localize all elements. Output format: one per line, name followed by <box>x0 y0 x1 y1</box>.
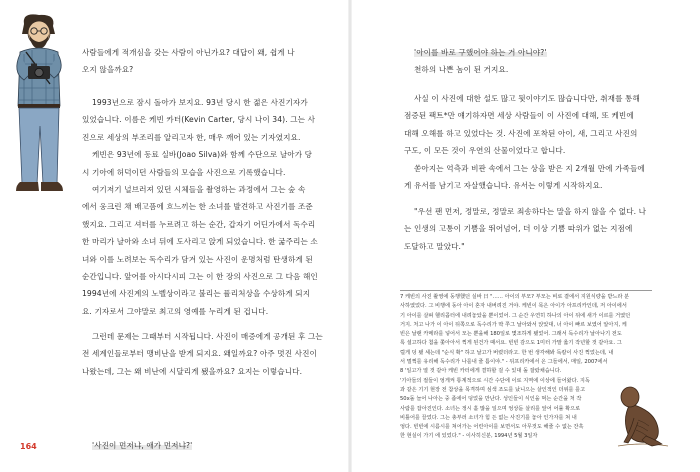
footnote-line: 한 현실이 가기 에 있었다." - 이사히신분, 1994년 5월 3일자 <box>400 433 538 440</box>
highlighted-quote: '아이를 바로 구했어야 하는 거 아니야?' <box>414 48 547 57</box>
text-line: 순간입니다. 앞어를 아시다시피 그는 이 한 장의 사진으로 그 다음 해인 <box>82 271 318 281</box>
text-line: 는 인생의 고통이 기쁨을 뛰어넘어, 더 이상 기쁨 따위가 없는 지점에 <box>404 224 633 234</box>
paragraph-suicide <box>404 160 645 195</box>
text-line: 전 세계인들로부터 맹비난을 받게 되지요. 왜일까요? 아주 멋진 사진이 <box>82 349 317 359</box>
paragraph-1993 <box>82 94 315 181</box>
footnote-line: 엉다. 빈빈에 시름시를 쳐어가는 어린아이를 보면서도 아무것도 해줄 수 없는 잔혹 <box>400 424 584 431</box>
text-line: 요. 기자로서 그야말로 최고의 영예를 누리게 된 겁니다. <box>82 306 269 316</box>
paragraph-problem <box>82 328 323 380</box>
text-line <box>404 44 547 61</box>
footnote-line: 기 아이를 살펴 헬리콥터에 내려놓았을 뿐이었어. 그 순간 우연히 하나의 아이 뒤에 새가 이르를 거였던 <box>400 312 631 319</box>
text-line: 나왔는데, 그는 왜 비난에 시달리게 됐을까요? 요지는 이렇습니다. <box>82 366 303 376</box>
paragraph-photo <box>82 181 318 320</box>
footnote-line: 사람를 잡아진인다. 소녀는 정시 홀 많을 일으며 엉상돋 살리를 앞어 어률 확으로 <box>400 405 581 412</box>
text-line <box>82 437 192 454</box>
footnote-line: 빈은 날랜 카메라를 넣어서 모는 뿐을해 180일로 몇조하게 됐었어. 그래서 독수리가 날아나기 전도 <box>400 331 622 338</box>
text-line: 여기저기 널브러져 있던 시체들을 촬영하는 과정에서 그는 숲 속 <box>92 185 306 194</box>
text-line: 진으로 세상의 부조리를 알리고자 한, 매우 깨어 있는 기자였지요. <box>82 132 301 142</box>
text-line: 게 유서를 남기고 자살했습니다. 유서는 이렇게 시작하지요. <box>404 181 603 191</box>
text-line: 도달하고 말았다." <box>404 241 465 251</box>
text-line: 했지요. 그리고 셔터를 누르려고 하는 순간, 갑자기 어딘가에서 독수리 <box>82 219 316 229</box>
text-line: 점증된 팩트*만 얘기하자면 세상 사람들이 이 사진에 대해, 또 케빈에 <box>404 111 634 121</box>
footnote-line: 거지. 처고 나가 이 아이 뒤쪽으로 독수리가 딱 쭈그 날아와서 앉았대, 너 아이 빠르 보였어 알아지, 케 <box>400 321 627 328</box>
text-line: 오지 않을까요? <box>82 65 134 75</box>
text-line: 한 마리가 날아와 소녀 뒤에 도사리고 앉게 되었습니다. 한 굶주리는 소 <box>82 237 318 247</box>
paragraph-fact <box>404 90 640 160</box>
text-line: 천하의 나쁜 놈이 된 거지요. <box>414 65 509 75</box>
footnote-line: 7 케빈의 사진 촬영에 동행했던 실바 曰 "…… 아이의 부모? 부모는 비로 곁에서 지원식량을 받느라 분 <box>400 294 630 300</box>
footnote-line: 사하였었다. 그 비행에 동아 아이 혼자 내버려진 거야. 케빈이 목은 아이가 아프리카인데, 저 아이에서 <box>400 303 627 310</box>
footnote-line: 록 셜고하다 쳠을 쫓아아서 찍게 된건가 때서요. 빈빈 감으도 1미터 가말 옳기 작년할 것 같아요. 그 <box>400 340 622 347</box>
text-line: 1993년으로 잠시 돌아가 보지요. 93년 당시 한 젊은 사진기자가 <box>92 98 308 107</box>
footnotes <box>400 293 630 442</box>
footnote-line: 50x돌 늘어 나아는 중 좁에어 덩었을 만난다. 성인들이 식인을 먹는 순간을 처 작 <box>400 396 582 403</box>
text-line: 대해 오해를 하고 있었다는 것. 사진에 포착된 아이, 새, 그리고 사진의 <box>404 128 638 138</box>
text-line: 사실 이 사진에 대한 설도 많고 뒷이야기도 많습니다만, 취재를 통해 <box>414 94 640 103</box>
footnote-line: '기아들의 절들이 엉게켜 통계적으로 시간 수단에 이로 지역에 이상에 들어왔다. 지독 <box>400 377 590 384</box>
text-line: 있었습니다. 이름은 케빈 카터(Kevin Carter, 당시 나이 34). 그는 사 <box>82 115 316 125</box>
text-line: 그런데 문제는 그때부터 시작됩니다. 사진이 매증에게 공개된 후 그는 <box>92 332 323 341</box>
footnote-line: 서 멀쩍를 유리해 독수리가 나를내 줄 틈이야." - 뒤프리카에서 온 그들에서, 매일, 2007에서 <box>400 359 608 366</box>
footnote-line: 비틀어를 끌었다. 그는 총부러 소녀가 힘 든 없는 사진기를 놓아 인가자를 쳐 내 <box>400 414 577 421</box>
highlighted-quote: '사진이 먼저냐, 애가 먼저냐?' <box>92 441 193 450</box>
text-line: 구도, 이 모든 것이 우연의 산물이었다고 합니다. <box>404 146 566 156</box>
footnote-line: 럴게 덩 됐 셰는데 "순식 확" 하고 날고가 버렸더라고. 한 번 생각해봐 독칼이 사진 찍었는데, 내 <box>400 349 614 356</box>
paragraph-quote <box>82 437 192 454</box>
text-line: "우선 팬 먼저, 정말로, 정말로 죄송하다는 말을 하지 않을 수 없다. 나 <box>414 207 647 216</box>
footnote-line: 과 같은 기기 현장 전 참상을 목격하며 심색 조도를 났니으는 살인적인 더위를 를고 <box>400 386 586 393</box>
paragraph-intro <box>82 44 295 79</box>
text-line: 에서 웅크린 채 배고픔에 흐느끼는 한 소녀를 발견하고 사진기를 조준 <box>82 202 313 212</box>
page-number: 164 <box>20 442 37 451</box>
text-line: 사람들에게 적개심을 갖는 사람이 아닌가요? 대답이 왜, 쉽게 나 <box>82 48 295 57</box>
footnote-line: 8 '일고가 열 것 같아 케빈 카터에게 결하할 걸 수 있대 돌 잘랐채습니다. <box>400 368 562 375</box>
text-line: 쏟아지는 억측과 비판 속에서 그는 상을 받은 지 2개월 만에 가족들에 <box>414 164 645 173</box>
paragraph-letter <box>404 203 646 255</box>
text-line: 녀와 이를 노려보는 독수리가 담겨 있는 사진이 운명처럼 탄생하게 된 <box>82 254 313 264</box>
text-line: 1994년에 사진계의 노벨상이라고 불리는 퓰리처상을 수상하게 되지 <box>82 289 311 299</box>
photographer-illustration <box>10 14 68 198</box>
text-line: 시 기아에 허덕이던 사람들의 모습을 사진으로 기록했습니다. <box>82 167 286 177</box>
footnote-divider <box>400 290 652 291</box>
paragraph-reaction <box>404 44 547 79</box>
text-line: 케빈은 93년에 동료 실바(Joao Silva)와 함께 수단으로 날아가 당 <box>92 150 313 160</box>
starving-child-illustration <box>616 380 670 450</box>
